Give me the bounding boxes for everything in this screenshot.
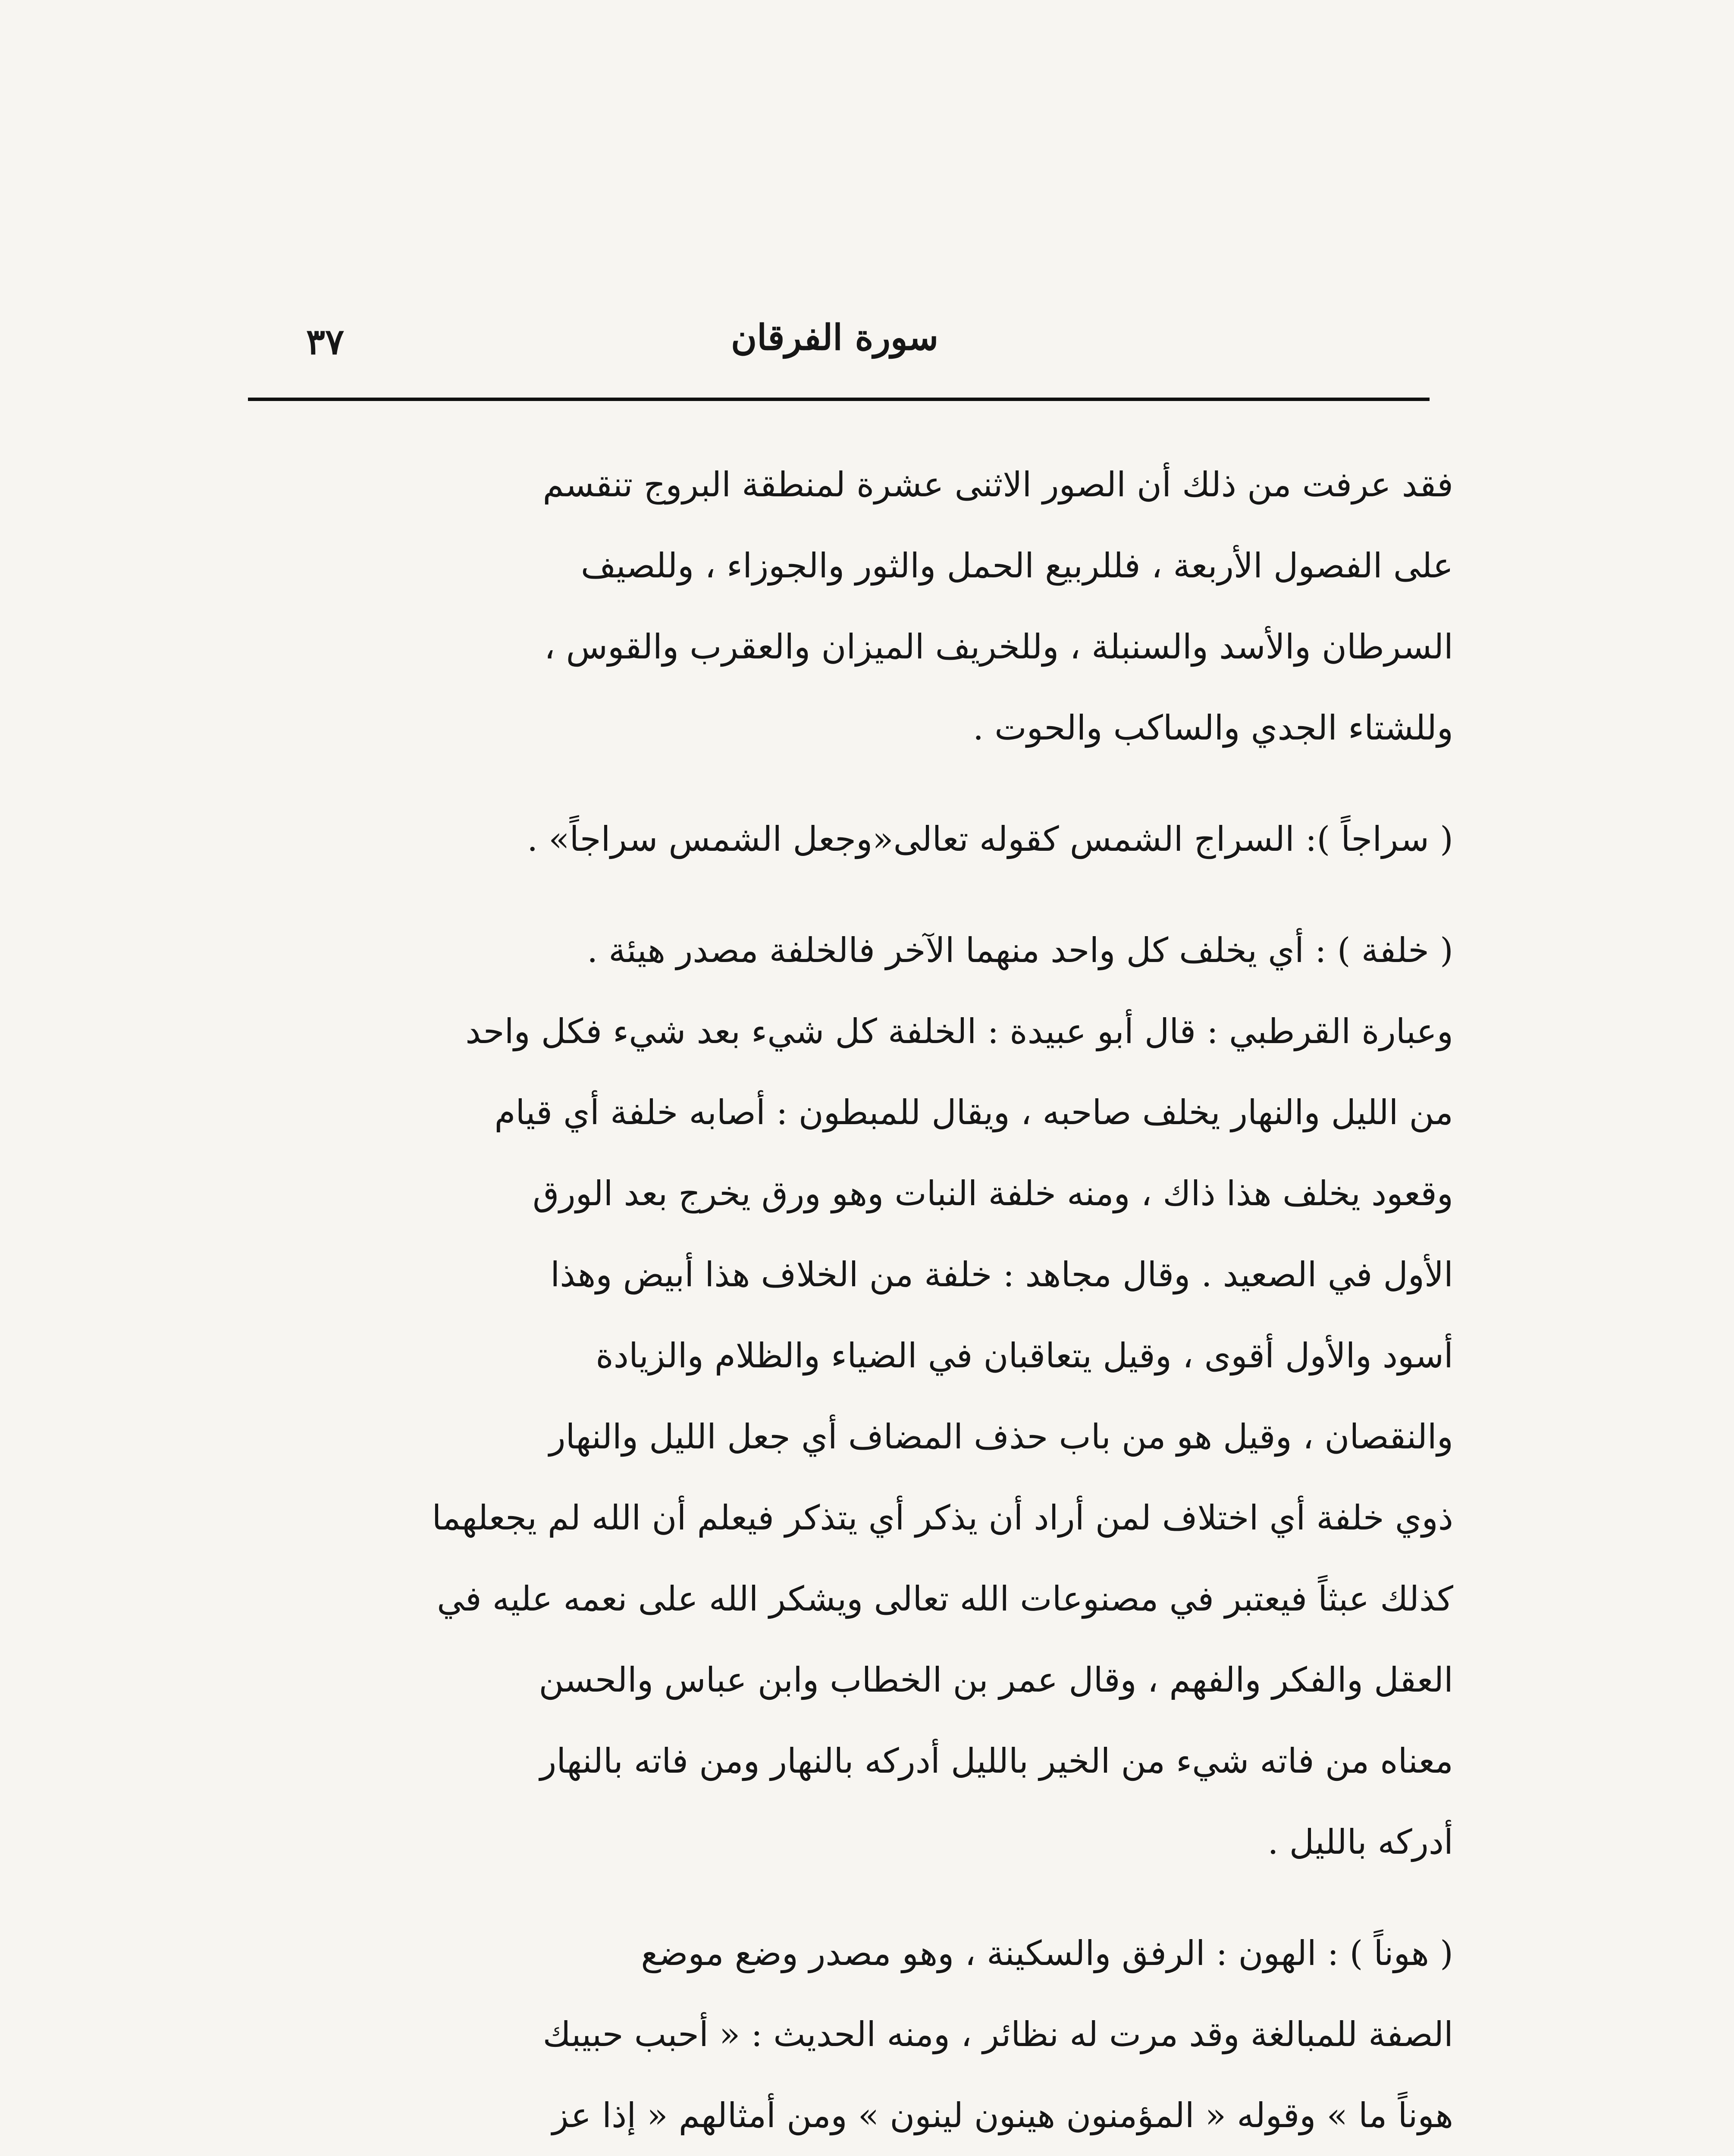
text-line: العقل والفكر والفهم ، وقال عمر بن الخطاب وابن عباس والحسن	[539, 1660, 1453, 1700]
text-line: وللشتاء الجدي والساكب والحوت .	[972, 708, 1453, 748]
page-number: ٣٧	[306, 321, 345, 363]
page-header	[248, 317, 1430, 382]
text-line: كذلك عبثاً فيعتبر في مصنوعات الله تعالى ويشكر الله على نعمه عليه في	[437, 1579, 1453, 1619]
text-line: ( خلفة ) : أي يخلف كل واحد منهما الآخر فالخلفة مصدر هيئة .	[587, 931, 1453, 970]
text-line: فقد عرفت من ذلك أن الصور الاثنى عشرة لمنطقة البروج تنقسم	[542, 465, 1453, 505]
text-line: والنقصان ، وقيل هو من باب حذف المضاف أي جعل الليل والنهار	[549, 1417, 1453, 1457]
text-line: أسود والأول أقوى ، وقيل يتعاقبان في الضياء والظلام والزيادة	[596, 1336, 1453, 1376]
page-content	[276, 444, 1453, 2156]
header-rule	[248, 398, 1430, 401]
text-line: على الفصول الأربعة ، فللربيع الحمل والثور والجوزاء ، وللصيف	[580, 546, 1453, 586]
paragraph-khilfa	[276, 910, 1453, 1883]
text-line: السرطان والأسد والسنبلة ، وللخريف الميزان والعقرب والقوس ،	[544, 627, 1453, 667]
paragraph-siraj	[276, 799, 1453, 880]
text-line: ( سراجاً ): السراج الشمس كقوله تعالى«وجعل الشمس سراجاً» .	[527, 819, 1453, 859]
running-title: سورة الفرقان	[731, 317, 939, 358]
text-line: هوناً ما » وقوله « المؤمنون هينون لينون » ومن أمثالهم « إذا عز	[552, 2096, 1453, 2135]
text-line: معناه من فاته شيء من الخير بالليل أدركه بالنهار ومن فاته بالنهار	[540, 1741, 1453, 1781]
paragraph-hawn	[276, 1913, 1453, 2156]
text-line: وعبارة القرطبي : قال أبو عبيدة : الخلفة كل شيء بعد شيء فكل واحد	[465, 1012, 1453, 1051]
text-line: وقعود يخلف هذا ذاك ، ومنه خلفة النبات وهو ورق يخرج بعد الورق	[533, 1174, 1453, 1213]
text-line: الصفة للمبالغة وقد مرت له نظائر ، ومنه الحديث : « أحبب حبيبك	[542, 2015, 1453, 2054]
text-line: ( هوناً ) : الهون : الرفق والسكينة ، وهو مصدر وضع موضع	[641, 1934, 1453, 1973]
paragraph-zodiac	[276, 444, 1453, 768]
text-line: الأول في الصعيد . وقال مجاهد : خلفة من الخلاف هذا أبيض وهذا	[550, 1255, 1453, 1294]
text-line: أدركه بالليل .	[1267, 1822, 1453, 1862]
text-line: من الليل والنهار يخلف صاحبه ، ويقال للمبطون : أصابه خلفة أي قيام	[494, 1093, 1453, 1132]
text-line: ذوي خلفة أي اختلاف لمن أراد أن يذكر أي يتذكر فيعلم أن الله لم يجعلهما	[432, 1498, 1453, 1538]
